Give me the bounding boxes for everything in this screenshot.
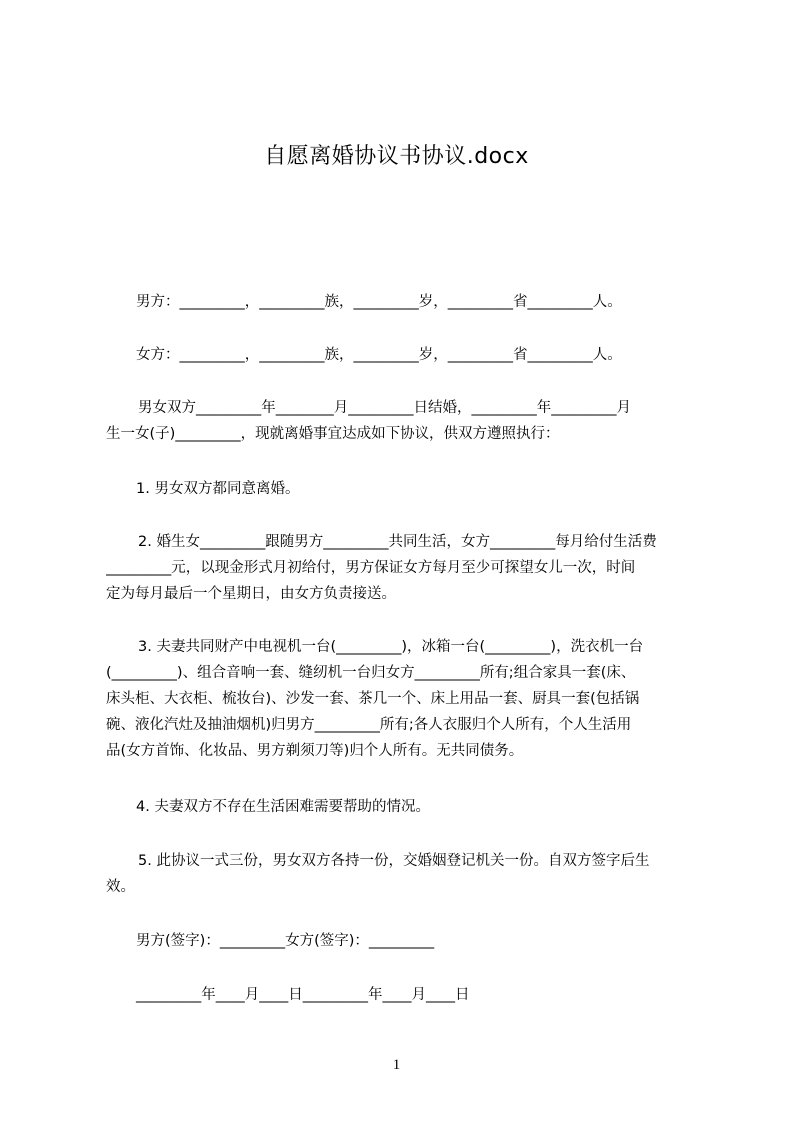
date-paragraph bbox=[106, 982, 700, 1008]
clause-2-line: 定为每月最后一个星期日，由女方负责接送。 bbox=[106, 586, 396, 602]
clause-5-paragraph bbox=[106, 848, 700, 900]
wife-info-paragraph bbox=[106, 342, 700, 368]
clause-3-line: 3. 夫妻共同财产中电视机一台(_________)，冰箱一台(_________)，洗衣机一台 bbox=[138, 639, 644, 655]
clause-3-line: 床头柜、大衣柜、梳妆台)、沙发一套、茶几一个、床上用品一套、厨具一套(包括锅 bbox=[106, 691, 640, 707]
clause-1-paragraph bbox=[106, 476, 700, 502]
clause-2-paragraph bbox=[106, 529, 700, 607]
clause-3-line: 品(女方首饰、化妆品、男方剃须刀等)归个人所有。无共同债务。 bbox=[106, 743, 524, 759]
date-line: _________年____月____日_________年____月____日 bbox=[136, 987, 470, 1003]
clause-3-line: (_________)、组合音响一套、缝纫机一台归女方_________所有;组合家具一套(床、 bbox=[106, 665, 636, 681]
clause-5-line: 效。 bbox=[106, 879, 135, 895]
wife-info-line: 女方：_________，_________族，_________岁，_________省_________人。 bbox=[136, 347, 622, 363]
clause-2-line: 2. 婚生女_________跟随男方_________共同生活，女方_________每月给付生活费 bbox=[138, 534, 657, 550]
husband-info-paragraph bbox=[106, 289, 700, 315]
clause-5-line: 5. 此协议一式三份，男女双方各持一份，交婚姻登记机关一份。自双方签字后生 bbox=[138, 853, 650, 869]
signature-line: 男方(签字)：_________女方(签字)：_________ bbox=[136, 933, 435, 949]
intro-line: 男女双方_________年________月_________日结婚，_________年_________月 bbox=[138, 400, 631, 416]
page-number: 1 bbox=[392, 1057, 401, 1073]
intro-paragraph bbox=[106, 395, 700, 447]
clause-3-paragraph bbox=[106, 634, 700, 764]
document-title: 自愿离婚协议书协议.docx bbox=[264, 144, 529, 169]
clause-4-paragraph bbox=[106, 794, 700, 820]
signature-paragraph bbox=[106, 928, 700, 954]
husband-info-line: 男方：_________，_________族，_________岁，_________省_________人。 bbox=[136, 294, 622, 310]
clause-3-line: 碗、液化汽灶及抽油烟机)归男方_________所有;各人衣服归个人所有，个人生活用 bbox=[106, 717, 632, 733]
clause-1-line: 1. 男女双方都同意离婚。 bbox=[136, 481, 300, 497]
intro-line: 生一女(子)_________，现就离婚事宜达成如下协议，供双方遵照执行： bbox=[106, 426, 560, 442]
clause-4-line: 4. 夫妻双方不存在生活困难需要帮助的情况。 bbox=[136, 799, 430, 815]
clause-2-line: _________元，以现金形式月初给付，男方保证女方每月至少可探望女儿一次，时间 bbox=[106, 560, 636, 576]
